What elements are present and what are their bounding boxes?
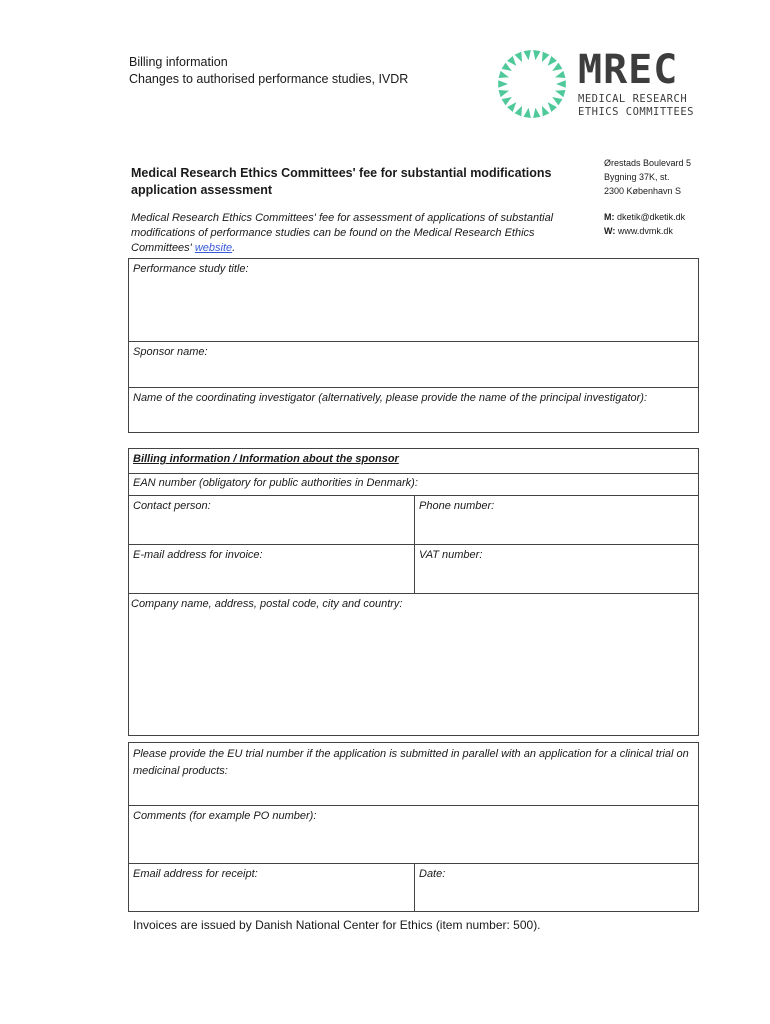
logo-ring-segment xyxy=(552,97,562,105)
website-link[interactable]: website xyxy=(194,242,233,254)
document-title: Medical Research Ethics Committees' fee for substantial modifications application assessment xyxy=(131,166,552,197)
document-header xyxy=(129,54,408,88)
address-line-1: Ørestads Boulevard 5 xyxy=(604,158,692,168)
web-address: www.dvmk.dk xyxy=(617,226,673,236)
company-address-field[interactable] xyxy=(129,593,698,735)
logo-ring-segment xyxy=(552,63,562,71)
header-line-1: Billing information xyxy=(129,55,228,69)
eu-trial-number-field[interactable] xyxy=(129,743,698,805)
address-line-2: Bygning 37K, st. xyxy=(604,172,670,182)
logo-ring-segment xyxy=(533,108,540,118)
logo-ring-segment xyxy=(502,97,512,105)
billing-heading-row xyxy=(129,449,698,473)
logo-ring-segment xyxy=(498,80,508,87)
logo-ring-segment xyxy=(542,52,549,62)
study-info-box xyxy=(128,258,699,433)
intro-text: Medical Research Ethics Committees' fee for assessment of applications of substantial modifications of performance studies can be found on the Medical Research Ethics Committees' xyxy=(131,212,554,254)
receipt-email-field[interactable] xyxy=(129,863,414,912)
footer-note: Invoices are issued by Danish National Center for Ethics (item number: 500). xyxy=(133,918,541,932)
investigator-label: Name of the coordinating investigator (alternatively, please provide the name of the principal investigator): xyxy=(133,392,648,404)
vat-number-field[interactable] xyxy=(414,544,699,593)
eu-trial-number-label: Please provide the EU trial number if the application is submitted in parallel with an application for a clinical trial on medicinal products: xyxy=(133,748,689,777)
ean-field[interactable] xyxy=(129,473,698,495)
extra-info-box xyxy=(128,742,699,912)
logo-ring-segment xyxy=(515,52,522,62)
logo-ring-segment xyxy=(499,90,509,97)
address-block xyxy=(604,156,691,198)
header-line-2: Changes to authorised performance studies, IVDR xyxy=(129,72,409,86)
intro-end: . xyxy=(232,242,236,254)
phone-number-label: Phone number: xyxy=(419,500,495,512)
mrec-logo xyxy=(578,47,694,119)
ean-label: EAN number (obligatory for public authorities in Denmark): xyxy=(133,477,418,489)
logo-line-2: ETHICS COMMITTEES xyxy=(578,106,694,118)
contact-block xyxy=(604,210,685,238)
billing-heading: Billing information / Information about the sponsor xyxy=(133,453,399,465)
logo-ring-segment xyxy=(555,71,565,78)
logo-ring-segment xyxy=(515,106,522,116)
mail-label: M: xyxy=(604,212,615,222)
date-field[interactable] xyxy=(414,863,699,912)
company-address-label: Company name, address, postal code, city and country: xyxy=(131,598,403,610)
receipt-email-label: Email address for receipt: xyxy=(133,868,258,880)
intro-paragraph xyxy=(131,211,561,256)
study-title-field[interactable] xyxy=(129,259,698,341)
address-line-3: 2300 København S xyxy=(604,186,682,196)
logo-ring-segment xyxy=(502,63,512,71)
logo-ring-segment xyxy=(555,90,565,97)
logo-ring-segment xyxy=(523,108,530,118)
logo-ring-segment xyxy=(556,80,566,87)
sponsor-name-field[interactable] xyxy=(129,341,698,387)
contact-person-field[interactable] xyxy=(129,495,414,544)
logo-ring-segment xyxy=(548,102,557,112)
mrec-logo-icon xyxy=(497,49,567,119)
mail-address: dketik@dketik.dk xyxy=(617,212,686,222)
logo-ring-segment xyxy=(499,71,509,78)
logo-ring-segment xyxy=(507,56,516,66)
study-title-label: Performance study title: xyxy=(133,263,249,275)
date-label: Date: xyxy=(419,868,446,880)
comments-label: Comments (for example PO number): xyxy=(133,810,317,822)
vat-number-label: VAT number: xyxy=(419,549,483,561)
logo-ring-segment xyxy=(523,50,530,60)
logo-line-1: MEDICAL RESEARCH xyxy=(578,93,688,105)
investigator-field[interactable] xyxy=(129,387,698,433)
logo-ring-segment xyxy=(548,56,557,66)
logo-ring-segment xyxy=(507,102,516,112)
comments-field[interactable] xyxy=(129,805,698,863)
contact-person-label: Contact person: xyxy=(133,500,211,512)
web-label: W: xyxy=(604,226,616,236)
logo-ring-segment xyxy=(542,106,549,116)
sponsor-name-label: Sponsor name: xyxy=(133,346,208,358)
billing-box xyxy=(128,448,699,736)
phone-number-field[interactable] xyxy=(414,495,699,544)
logo-ring-segment xyxy=(533,50,540,60)
invoice-email-label: E-mail address for invoice: xyxy=(133,549,263,561)
logo-wordmark: MREC xyxy=(578,47,679,93)
invoice-email-field[interactable] xyxy=(129,544,414,593)
